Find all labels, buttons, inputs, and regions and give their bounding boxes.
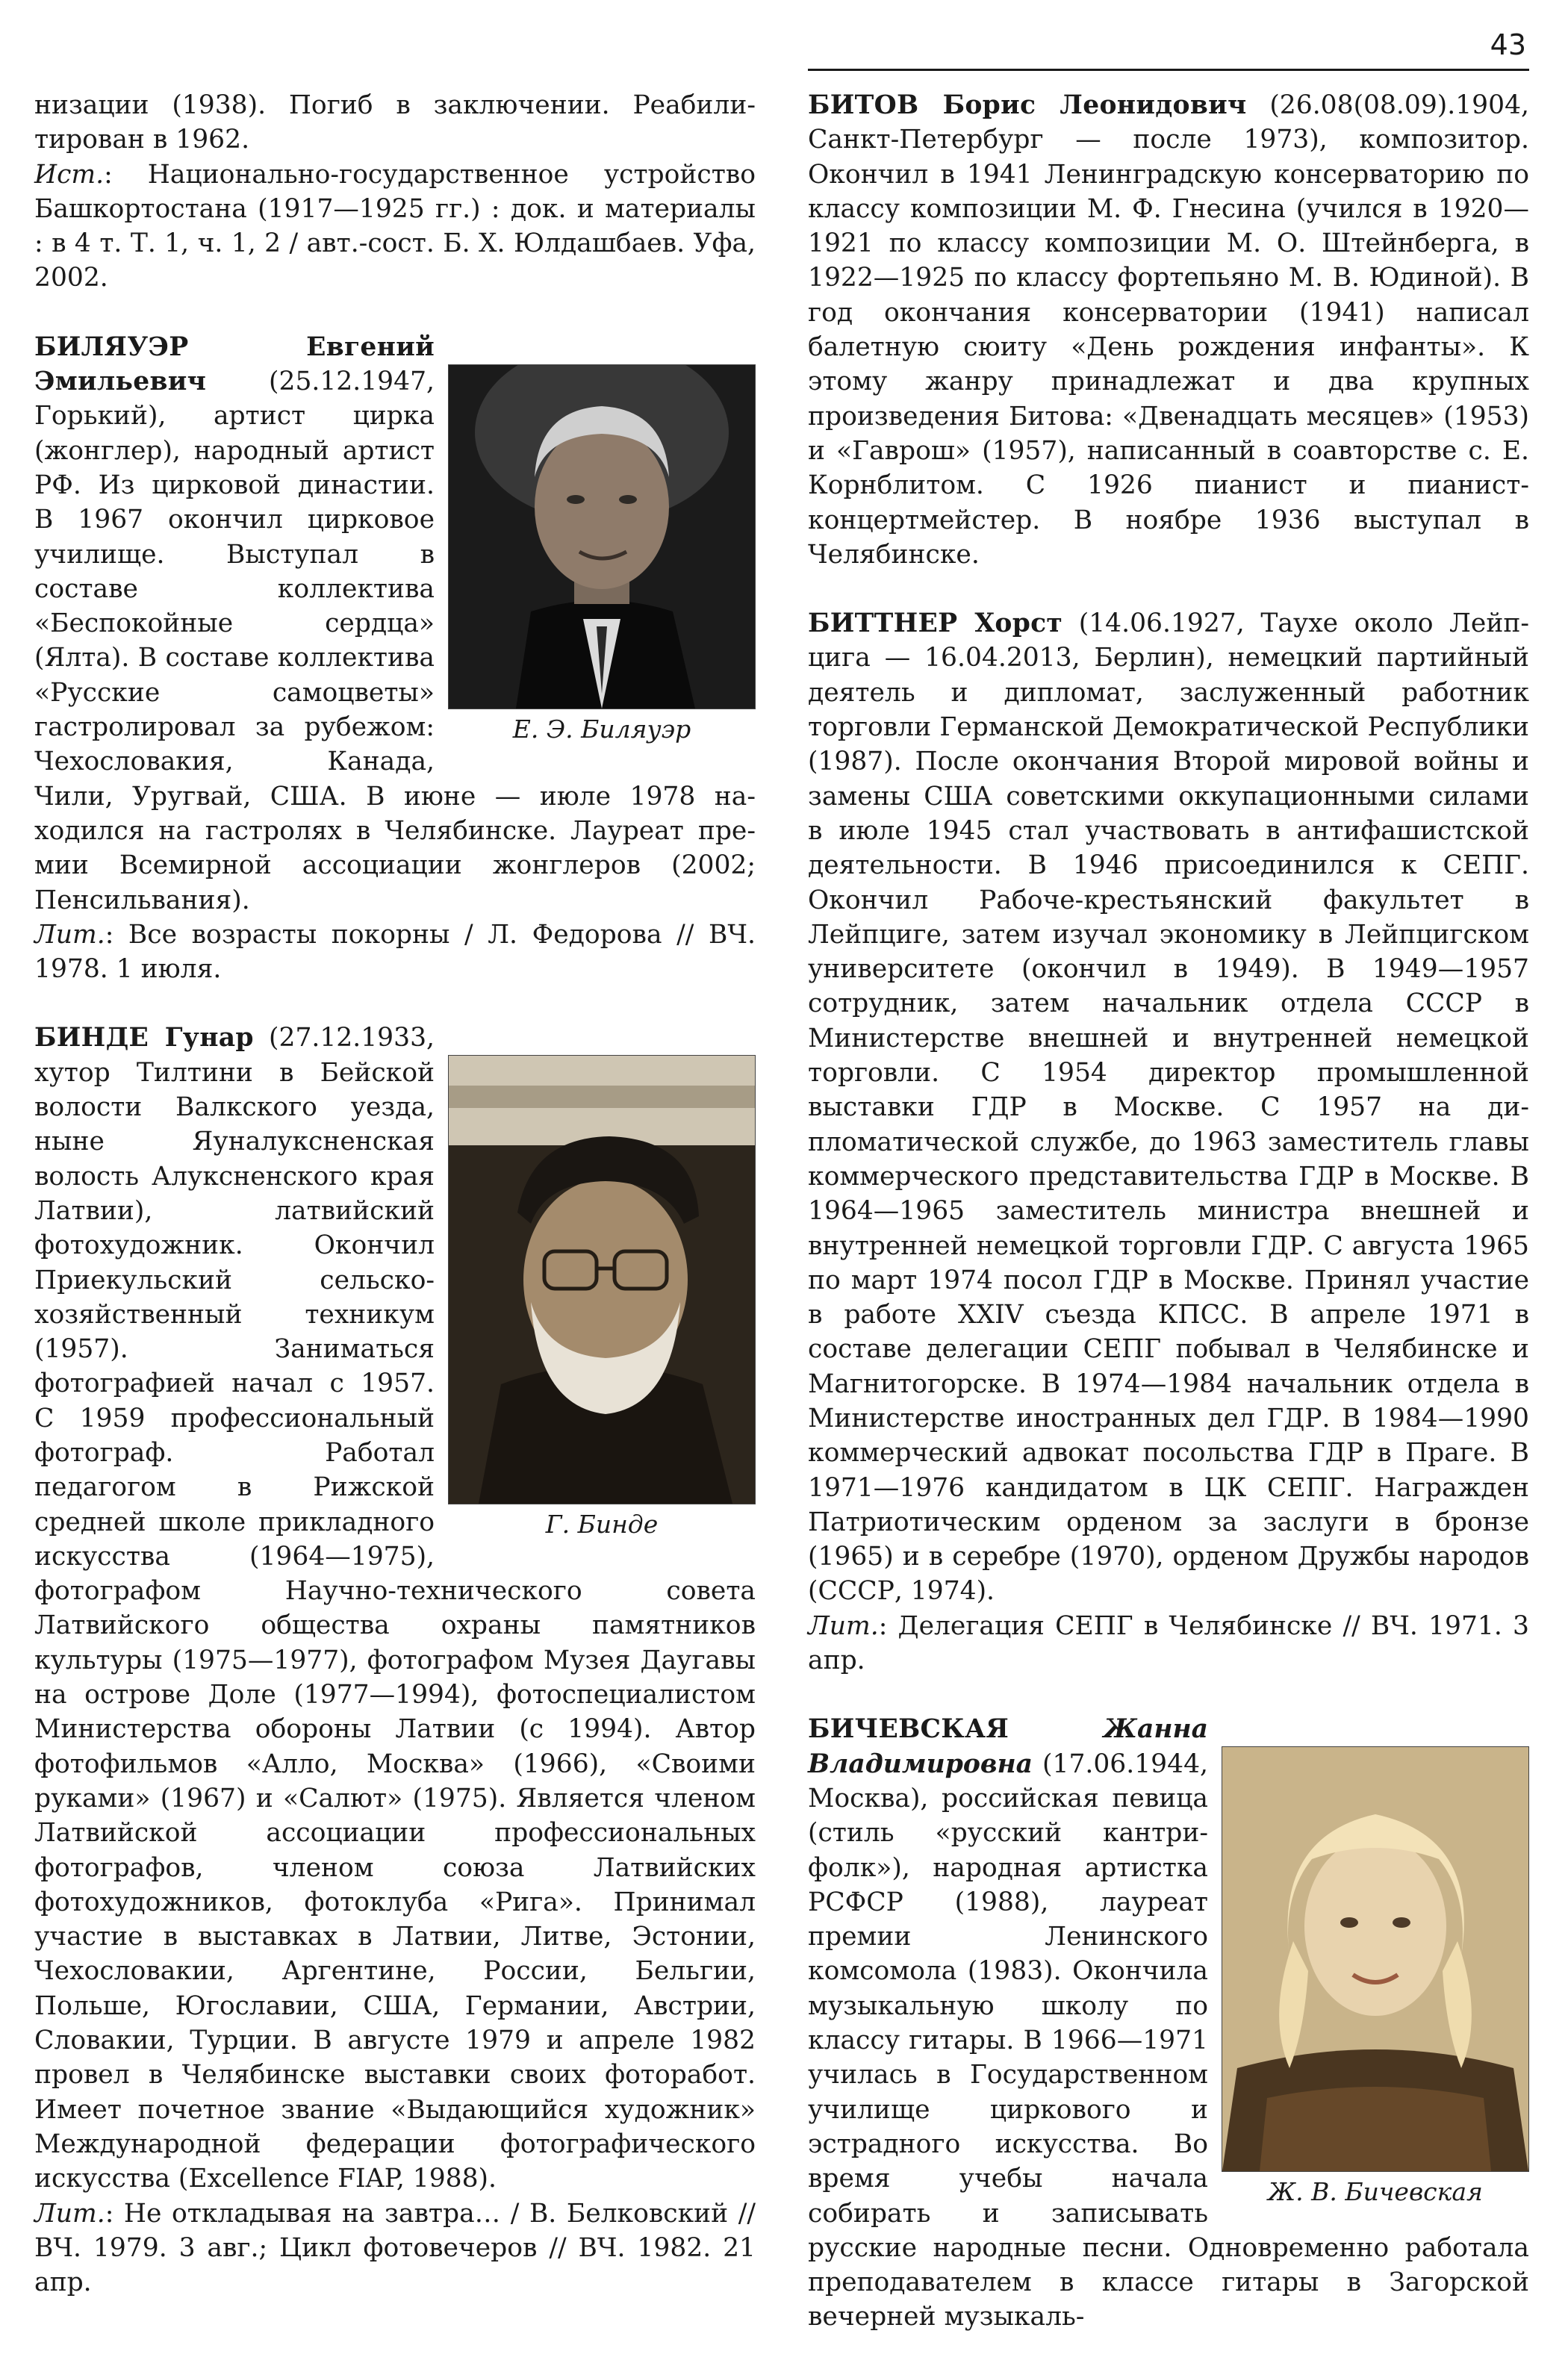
entry-bichevskaya (808, 1712, 1529, 2334)
portrait-caption: Е. Э. Биляуэр (512, 714, 691, 744)
entry-headword-given: Жанна Владимировна (808, 1714, 1208, 1779)
entry-body: (25.12.1947, Горький), артист цирка (жонглер), народный артист РФ. Из цирковой династии. В 1967 окончил цирковое училище. Выступал в составе коллектива «Беспокойные сердца» (Ялта). В составе коллектива «Русские самоцветы» гастролировал за рубежом: Чехословакия, Канада, Чили, Уругвай, США. В июне — июле 1978 находился на гастролях в Челябинске. Лауреат премии Всемирной ассоциации жонглеров (2002; Пенсильвания). (34, 367, 756, 915)
entry-intro (34, 88, 756, 296)
entry-text (808, 88, 1529, 572)
literature (808, 1609, 1529, 1678)
entry-headword: БИЧЕВСКАЯ (808, 1714, 1009, 1745)
entry-binde (34, 1021, 756, 2300)
entry-body: (17.06.1944, Москва), российская певица (стиль «русский кантри-фолк»), народная артистка РСФСР (1988), лауреат премии Ленинского комсомола (1983). Окончила музыкальную школу по классу гитары. В 1966—1971 училась в Государственном училище циркового и эстрадного искусства. Во время учебы начала собирать и записывать русские народные песни. Одновременно работала преподавателем в классе гитары в Загорской вечерней музыкаль- (808, 1749, 1529, 2332)
portrait-figure (448, 1055, 756, 1542)
literature-text: : Все возрасты покорны / Л. Федорова // ВЧ. 1978. 1 июля. (34, 919, 756, 985)
portrait-bichevskaya-image (1222, 1747, 1528, 2171)
entry-body: (26.08(08.09).1904, Санкт-Петербург — после 1973), композитор. Окончил в 1941 Ленинградскую консерваторию по классу композиции М. Ф. Гнесина (учился в 1920—1921 по классу композиции М. О. Штейнберга, в 1922—1925 по классу фортепьяно М. В. Юдиной). В год окончания консерватории (1941) написал балетную сюиту «День рождения инфанты». К этому жанру принадлежат и два крупных произведения Битова: «Двенадцать месяцев» (1953) и «Гаврош» (1957), написанный в соавторстве с. Е. Корнблитом. С 1926 пианист и пианист-концертмейстер. В ноябре 1936 выступал в Челябинске. (808, 90, 1529, 570)
literature-text: : Не откладывая на завтра… / В. Белковский // ВЧ. 1979. 3 авг.; Цикл фотовечеров // ВЧ. 1982. 21 апр. (34, 2198, 756, 2298)
header-rule (808, 69, 1529, 71)
portrait-caption: Г. Бинде (545, 1510, 659, 1540)
entry-text: низации (1938). Погиб в заключении. Реабилитирован в 1962. (34, 90, 756, 155)
entry-bitov (808, 88, 1529, 572)
literature (34, 2197, 756, 2300)
entry-headword: БИЛЯУЭР Евгений Эмильевич (34, 331, 435, 397)
entry-text (808, 606, 1529, 1609)
literature-label: Лит. (808, 1610, 879, 1641)
portrait-caption: Ж. В. Бичевская (1268, 2177, 1483, 2207)
portrait-figure (448, 364, 756, 747)
left-column (34, 88, 756, 2334)
entry-headword: БИТТНЕР Хорст (808, 608, 1063, 639)
entry-bittner (808, 606, 1529, 1678)
literature-text: : Делегация СЕПГ в Челябинске // ВЧ. 1971. 3 апр. (808, 1610, 1529, 1676)
portrait-photo (1222, 1746, 1529, 2172)
portrait-figure (1222, 1746, 1529, 2209)
portrait-bilyauer-image (449, 365, 755, 709)
sources-text: : Национально-государственное устройство Башкортостана (1917—1925 гг.) : док. и материалы : в 4 т. Т. 1, ч. 1, 2 / авт.-сост. Б. Х. Юлдашбаев. Уфа, 2002. (34, 159, 756, 293)
entry-headword: БИТОВ Борис Леонидович (808, 90, 1247, 120)
literature-label: Лит. (34, 919, 105, 950)
portrait-photo (448, 364, 756, 709)
entry-headword: БИНДЕ Гунар (34, 1023, 254, 1053)
right-column (808, 88, 1529, 2369)
portrait-photo (448, 1055, 756, 1504)
entry-body: (27.12.1933, хутор Тилтини в Бейской волости Валкского уезда, ныне Яуналуксненская волость Алуксненского края Латвии), латвийский фотохудожник. Окончил Приекульский сельско-хозяйственный техникум (1957). Заниматься фотографией начал с 1957. С 1959 профессиональный фотограф. Работал педагогом в Рижской средней школе прикладного искусства (1964—1975), фотографом Научно-технического совета Латвийского общества охраны памятников культуры (1975—1977), фотографом Музея Даугавы на острове Доле (1977—1994), фотоспециалистом Министерства обороны Латвии (с 1994). Автор фотофильмов «Алло, Москва» (1966), «Своими руками» (1967) и «Салют» (1975). Является членом Латвийской ассоциации профессиональных фотографов, членом союза Латвийских фотохудожников, фотоклуба «Рига». Принимал участие в выставках в Латвии, Литве, Эстонии, Чехословакии, Аргентине, России, Бельгии, Польше, Югославии, США, Германии, Австрии, Словакии, Турции. В августе 1979 и апреле 1982 провел в Челябинске выставки своих фоторабот. Имеет почетное звание «Выдающийся художник» Международной федерации фотографического искусства (Excellence FIAP, 1988). (34, 1023, 756, 2194)
entry-body: (14.06.1927, Таухе около Лейпцига — 16.04.2013, Берлин), немецкий партийный деятель и дипломат, заслуженный работник торговли Германской Демократической Республики (1987). После окончания Второй мировой войны и замены США советскими оккупационными силами в июле 1945 стал участвовать в антифашистской деятельности. В 1946 присоединился к СЕПГ. Окончил Рабоче-крестьянский факультет в Лейпциге, затем изучал экономику в Лейпцигском университете (окончил в 1949). В 1949—1957 сотрудник, затем начальник отдела СССР в Министерстве внешней и внутренней немецкой торговли. С 1954 директор промышленной выставки ГДР в Москве. С 1957 на дипломатической службе, до 1963 заместитель главы коммерческого представительства ГДР в Москве. В 1964—1965 заместитель министра внешней и внутренней немецкой торговли ГДР. С августа 1965 по март 1974 посол ГДР в Москве. Принял участие в работе XXIV съезда КПСС. В апреле 1971 в составе делегации СЕПГ побывал в Челябинске и Магнитогорске. В 1974—1984 начальник отдела в Министерстве иностранных дел ГДР. В 1984—1990 коммерческий адвокат посольства ГДР в Праге. В 1971—1976 кандидатом в ЦК СЕПГ. Награжден Патриотическим орденом за заслуги в бронзе (1965) и в серебре (1970), орденом Дружбы народов (СССР, 1974). (808, 608, 1529, 1607)
sources-label: Ист. (34, 159, 105, 190)
page-number: 43 (1490, 28, 1526, 61)
literature (34, 918, 756, 987)
sources (34, 158, 756, 296)
literature-label: Лит. (34, 2198, 105, 2229)
entry-bilyauer (34, 330, 756, 987)
portrait-binde-image (449, 1056, 755, 1504)
